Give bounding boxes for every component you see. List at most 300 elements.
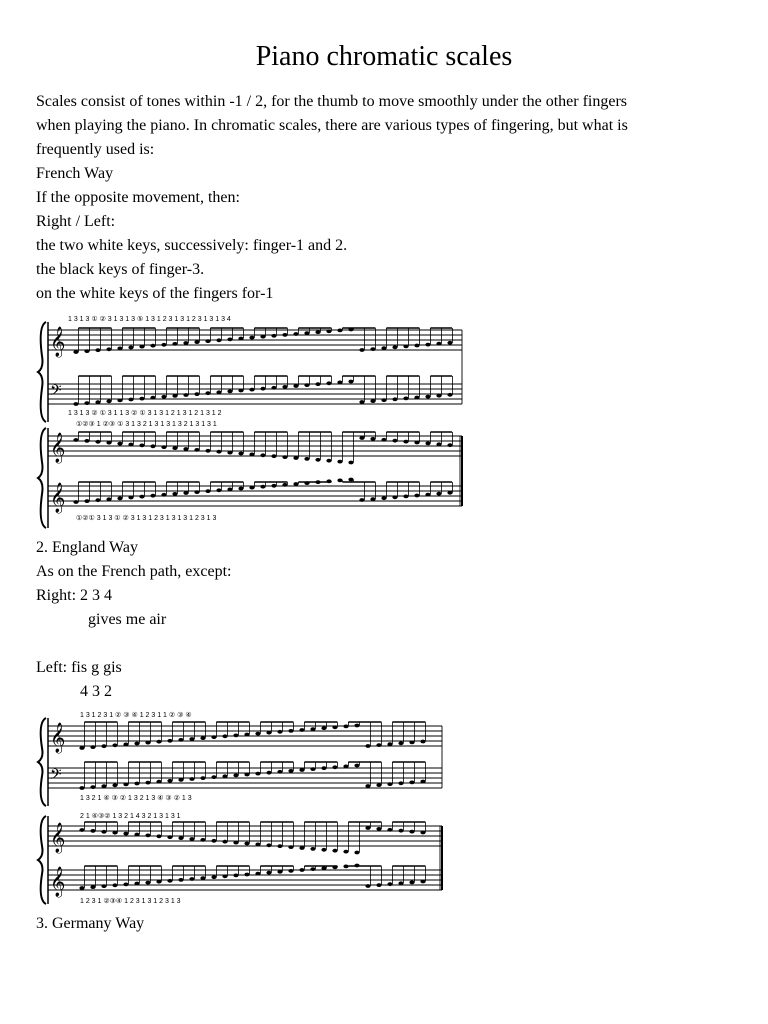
note-head: [299, 728, 304, 732]
note-head: [398, 829, 403, 833]
note-head: [299, 868, 304, 872]
note-head: [304, 331, 309, 335]
note-head: [211, 775, 216, 779]
note-head: [167, 835, 172, 839]
note-head: [172, 492, 177, 496]
note-head: [332, 725, 337, 729]
note-head: [376, 827, 381, 831]
note-head: [244, 842, 249, 846]
note-head: [293, 482, 298, 486]
svg-text:𝄞: 𝄞: [50, 867, 66, 897]
note-head: [134, 782, 139, 786]
note-head: [381, 496, 386, 500]
note-head: [172, 342, 177, 346]
note-head: [260, 335, 265, 339]
note-head: [359, 400, 364, 404]
england-line-3: gives me air: [88, 611, 167, 628]
note-head: [216, 390, 221, 394]
note-head: [447, 443, 452, 447]
svg-text:𝄞: 𝄞: [50, 823, 66, 853]
note-head: [73, 402, 78, 406]
note-head: [189, 737, 194, 741]
note-head: [145, 881, 150, 885]
note-head: [354, 724, 359, 728]
note-head: [95, 400, 100, 404]
note-head: [332, 849, 337, 853]
note-head: [150, 494, 155, 498]
note-head: [359, 348, 364, 352]
note-head: [376, 743, 381, 747]
note-head: [354, 864, 359, 868]
note-head: [238, 452, 243, 456]
note-head: [183, 491, 188, 495]
note-head: [156, 780, 161, 784]
note-head: [387, 828, 392, 832]
note-head: [145, 834, 150, 838]
note-head: [156, 834, 161, 838]
note-head: [189, 837, 194, 841]
svg-text:𝄞: 𝄞: [50, 483, 66, 513]
note-head: [282, 455, 287, 459]
note-head: [414, 494, 419, 498]
note-head: [326, 381, 331, 385]
note-head: [271, 484, 276, 488]
note-head: [409, 741, 414, 745]
note-head: [425, 343, 430, 347]
svg-text:1 3 1 3 ② ① 3 1 1 3 ② ① 3 1 3: 1 3 1 3 ② ① 3 1 1 3 ② ① 3 1 3 1 2 1 3 1 2 1 3 1 2: [68, 410, 222, 417]
note-head: [436, 342, 441, 346]
note-head: [178, 878, 183, 882]
note-head: [310, 767, 315, 771]
note-head: [216, 338, 221, 342]
note-head: [233, 874, 238, 878]
note-head: [332, 865, 337, 869]
note-head: [447, 491, 452, 495]
note-head: [200, 776, 205, 780]
note-head: [79, 886, 84, 890]
note-head: [84, 401, 89, 405]
svg-text:1 3 2 1 ④ ③ ② 1 3 2 1 3 ④ ③ ②: 1 3 2 1 ④ ③ ② 1 3 2 1 3 ④ ③ ② 1 3: [80, 795, 192, 802]
note-head: [156, 740, 161, 744]
note-head: [90, 745, 95, 749]
note-head: [101, 884, 106, 888]
note-head: [172, 394, 177, 398]
note-head: [293, 384, 298, 388]
intro-line-8: the black keys of finger-3.: [36, 261, 205, 278]
note-head: [365, 826, 370, 830]
note-head: [370, 399, 375, 403]
note-head: [128, 346, 133, 350]
note-head: [79, 786, 84, 790]
note-head: [238, 389, 243, 393]
note-head: [189, 877, 194, 881]
note-head: [321, 726, 326, 730]
note-head: [244, 873, 249, 877]
note-head: [381, 438, 386, 442]
note-head: [293, 456, 298, 460]
note-head: [117, 347, 122, 351]
england-line-1: As on the French path, except:: [36, 563, 232, 580]
note-head: [365, 784, 370, 788]
note-head: [211, 735, 216, 739]
note-head: [244, 733, 249, 737]
note-head: [238, 337, 243, 341]
note-head: [211, 875, 216, 879]
note-head: [194, 392, 199, 396]
note-head: [233, 774, 238, 778]
note-head: [139, 495, 144, 499]
note-head: [277, 870, 282, 874]
note-head: [299, 846, 304, 850]
note-head: [381, 346, 386, 350]
note-head: [392, 495, 397, 499]
note-head: [392, 345, 397, 349]
note-head: [227, 390, 232, 394]
note-head: [321, 866, 326, 870]
note-head: [172, 446, 177, 450]
note-head: [161, 395, 166, 399]
note-head: [205, 391, 210, 395]
note-head: [326, 459, 331, 463]
note-head: [288, 845, 293, 849]
note-head: [101, 830, 106, 834]
note-head: [79, 746, 84, 750]
note-head: [420, 831, 425, 835]
note-head: [244, 773, 249, 777]
note-head: [260, 485, 265, 489]
note-head: [167, 739, 172, 743]
page-title: Piano chromatic scales: [255, 41, 513, 72]
note-head: [332, 765, 337, 769]
note-head: [447, 393, 452, 397]
note-head: [304, 457, 309, 461]
note-head: [150, 444, 155, 448]
note-head: [409, 781, 414, 785]
note-head: [106, 347, 111, 351]
note-head: [112, 883, 117, 887]
note-head: [227, 338, 232, 342]
note-head: [348, 461, 353, 465]
note-head: [112, 783, 117, 787]
note-head: [359, 436, 364, 440]
note-head: [392, 397, 397, 401]
french-score-image: [36, 306, 464, 536]
note-head: [376, 783, 381, 787]
note-head: [183, 393, 188, 397]
note-head: [403, 345, 408, 349]
note-head: [200, 876, 205, 880]
note-head: [337, 329, 342, 333]
note-head: [112, 743, 117, 747]
svg-text:①②① 3 1 3 ① ② 3 1 3 1 2 3 1 3: ①②① 3 1 3 ① ② 3 1 3 1 2 3 1 3 1 3 1 2 3 1 3: [76, 515, 217, 522]
intro-line-2: when playing the piano. In chromatic scales, there are various types of fingering, but what is: [36, 117, 628, 134]
note-head: [343, 725, 348, 729]
note-head: [420, 780, 425, 784]
note-head: [398, 741, 403, 745]
svg-text:1 3 1 2 3 1 ② ③ ④ 1 2 3 1 1 ②: 1 3 1 2 3 1 ② ③ ④ 1 2 3 1 1 ② ③ ④: [80, 712, 192, 719]
note-head: [343, 850, 348, 854]
note-head: [370, 347, 375, 351]
note-head: [310, 847, 315, 851]
note-head: [194, 490, 199, 494]
england-line-4: Left: fis g gis: [36, 659, 122, 676]
note-head: [277, 730, 282, 734]
note-head: [194, 448, 199, 452]
intro-line-5: If the opposite movement, then:: [36, 189, 240, 206]
note-head: [282, 333, 287, 337]
note-head: [139, 345, 144, 349]
note-head: [271, 334, 276, 338]
intro-line-6: Right / Left:: [36, 213, 116, 230]
note-head: [387, 882, 392, 886]
note-head: [337, 479, 342, 483]
note-head: [238, 487, 243, 491]
note-head: [178, 778, 183, 782]
note-head: [392, 439, 397, 443]
section-heading-french: French Way: [36, 165, 114, 182]
note-head: [123, 743, 128, 747]
note-head: [425, 395, 430, 399]
note-head: [321, 766, 326, 770]
note-head: [79, 828, 84, 832]
note-head: [315, 382, 320, 386]
note-head: [288, 869, 293, 873]
note-head: [387, 782, 392, 786]
note-head: [398, 781, 403, 785]
note-head: [249, 336, 254, 340]
note-head: [216, 488, 221, 492]
note-head: [95, 348, 100, 352]
note-head: [266, 771, 271, 775]
note-head: [227, 488, 232, 492]
note-head: [117, 399, 122, 403]
note-head: [112, 831, 117, 835]
note-head: [315, 330, 320, 334]
note-head: [222, 774, 227, 778]
note-head: [117, 442, 122, 446]
note-head: [348, 328, 353, 332]
note-head: [282, 385, 287, 389]
note-head: [249, 388, 254, 392]
note-head: [315, 458, 320, 462]
note-head: [381, 398, 386, 402]
note-head: [288, 769, 293, 773]
note-head: [403, 495, 408, 499]
note-head: [288, 729, 293, 733]
note-head: [414, 396, 419, 400]
svg-text:𝄞: 𝄞: [50, 433, 66, 463]
note-head: [409, 881, 414, 885]
note-head: [161, 343, 166, 347]
note-head: [117, 497, 122, 501]
note-head: [337, 460, 342, 464]
note-head: [420, 880, 425, 884]
note-head: [216, 450, 221, 454]
note-head: [293, 332, 298, 336]
intro-line-9: on the white keys of the fingers for-1: [36, 285, 274, 302]
note-head: [343, 865, 348, 869]
section-heading-germany: 3. Germany Way: [36, 915, 145, 932]
french-score-svg: [36, 306, 464, 536]
bass-clef-icon: 𝄢: [50, 382, 62, 403]
note-head: [84, 349, 89, 353]
note-head: [227, 451, 232, 455]
note-head: [299, 768, 304, 772]
note-head: [326, 329, 331, 333]
note-head: [436, 492, 441, 496]
note-head: [101, 744, 106, 748]
note-head: [277, 770, 282, 774]
note-head: [205, 339, 210, 343]
note-head: [403, 397, 408, 401]
note-head: [321, 848, 326, 852]
intro-line-1: Scales consist of tones within -1 / 2, for the thumb to move smoothly under the other fingers: [36, 93, 628, 110]
note-head: [145, 781, 150, 785]
note-head: [365, 884, 370, 888]
note-head: [222, 840, 227, 844]
svg-text:𝄢: 𝄢: [50, 766, 62, 787]
note-head: [414, 441, 419, 445]
note-head: [255, 872, 260, 876]
note-head: [95, 440, 100, 444]
note-head: [123, 783, 128, 787]
note-head: [73, 500, 78, 504]
note-head: [304, 481, 309, 485]
note-head: [194, 340, 199, 344]
note-head: [266, 731, 271, 735]
note-head: [271, 386, 276, 390]
note-head: [150, 344, 155, 348]
note-head: [271, 454, 276, 458]
note-head: [167, 779, 172, 783]
note-head: [310, 867, 315, 871]
note-head: [370, 497, 375, 501]
note-head: [414, 344, 419, 348]
note-head: [425, 493, 430, 497]
note-head: [84, 499, 89, 503]
note-head: [134, 742, 139, 746]
note-head: [139, 444, 144, 448]
note-head: [354, 764, 359, 768]
england-score-image: [36, 704, 446, 910]
note-head: [398, 881, 403, 885]
note-head: [73, 438, 78, 442]
note-head: [425, 442, 430, 446]
section-heading-england: 2. England Way: [36, 539, 138, 556]
note-head: [282, 483, 287, 487]
england-line-2: Right: 2 3 4: [36, 587, 113, 604]
note-head: [222, 874, 227, 878]
note-head: [249, 453, 254, 457]
note-head: [90, 885, 95, 889]
note-head: [249, 486, 254, 490]
note-head: [277, 844, 282, 848]
note-head: [73, 350, 78, 354]
note-head: [106, 399, 111, 403]
note-head: [359, 498, 364, 502]
note-head: [178, 836, 183, 840]
note-head: [128, 398, 133, 402]
svg-text:2 1 ④③② 1 3 2 1 4 3 2 1 3 1 3: 2 1 ④③② 1 3 2 1 4 3 2 1 3 1 3 1: [80, 813, 181, 820]
note-head: [343, 765, 348, 769]
england-line-5: 4 3 2: [80, 683, 112, 700]
note-head: [84, 439, 89, 443]
note-head: [150, 396, 155, 400]
note-head: [255, 772, 260, 776]
svg-text:1 2 3 1 ②③④ 1 2 3 1 3 1 2 3 1: 1 2 3 1 ②③④ 1 2 3 1 3 1 2 3 1 3: [80, 898, 181, 905]
note-head: [139, 397, 144, 401]
intro-line-3: frequently used is:: [36, 141, 155, 158]
note-head: [178, 738, 183, 742]
note-head: [354, 851, 359, 855]
note-head: [255, 732, 260, 736]
note-head: [161, 445, 166, 449]
note-head: [134, 882, 139, 886]
note-head: [266, 843, 271, 847]
note-head: [365, 744, 370, 748]
note-head: [376, 883, 381, 887]
note-head: [315, 480, 320, 484]
note-head: [348, 478, 353, 482]
england-score-svg: [36, 704, 446, 910]
note-head: [90, 829, 95, 833]
note-head: [161, 493, 166, 497]
svg-text:𝄞: 𝄞: [50, 723, 66, 753]
note-head: [222, 734, 227, 738]
note-head: [255, 843, 260, 847]
note-head: [266, 871, 271, 875]
note-head: [326, 479, 331, 483]
svg-text:1 3 1 3 ① ② 3 1 3 1 3 ⑤ 1: 1 3 1 3 ① ② 3 1 3 1 3 ⑤ 1 3 1 2 3 1 3 1 2 3 1 3 1 3 4: [68, 316, 231, 323]
note-head: [304, 383, 309, 387]
note-head: [233, 734, 238, 738]
note-head: [106, 441, 111, 445]
note-head: [189, 777, 194, 781]
treble-clef-icon: 𝄞: [50, 327, 66, 357]
note-head: [447, 341, 452, 345]
note-head: [90, 785, 95, 789]
note-head: [106, 497, 111, 501]
note-head: [167, 879, 172, 883]
note-head: [211, 839, 216, 843]
note-head: [420, 740, 425, 744]
note-head: [123, 832, 128, 836]
note-head: [337, 381, 342, 385]
note-head: [260, 453, 265, 457]
note-head: [200, 736, 205, 740]
note-head: [205, 449, 210, 453]
note-head: [370, 437, 375, 441]
note-head: [156, 880, 161, 884]
note-head: [183, 341, 188, 345]
note-head: [101, 784, 106, 788]
note-head: [205, 489, 210, 493]
note-head: [260, 387, 265, 391]
note-head: [403, 440, 408, 444]
note-head: [134, 833, 139, 837]
note-head: [409, 830, 414, 834]
note-head: [436, 394, 441, 398]
svg-text:①②③ 1 ②③ ① 3 1 3 2 1 3 1 3: ①②③ 1 ②③ ① 3 1 3 2 1 3 1 3 1 3 2 1 3 1 3 1: [76, 421, 217, 428]
note-head: [128, 496, 133, 500]
note-head: [145, 741, 150, 745]
note-head: [95, 498, 100, 502]
note-head: [348, 380, 353, 384]
note-head: [387, 742, 392, 746]
note-head: [123, 883, 128, 887]
note-head: [200, 838, 205, 842]
note-head: [128, 443, 133, 447]
